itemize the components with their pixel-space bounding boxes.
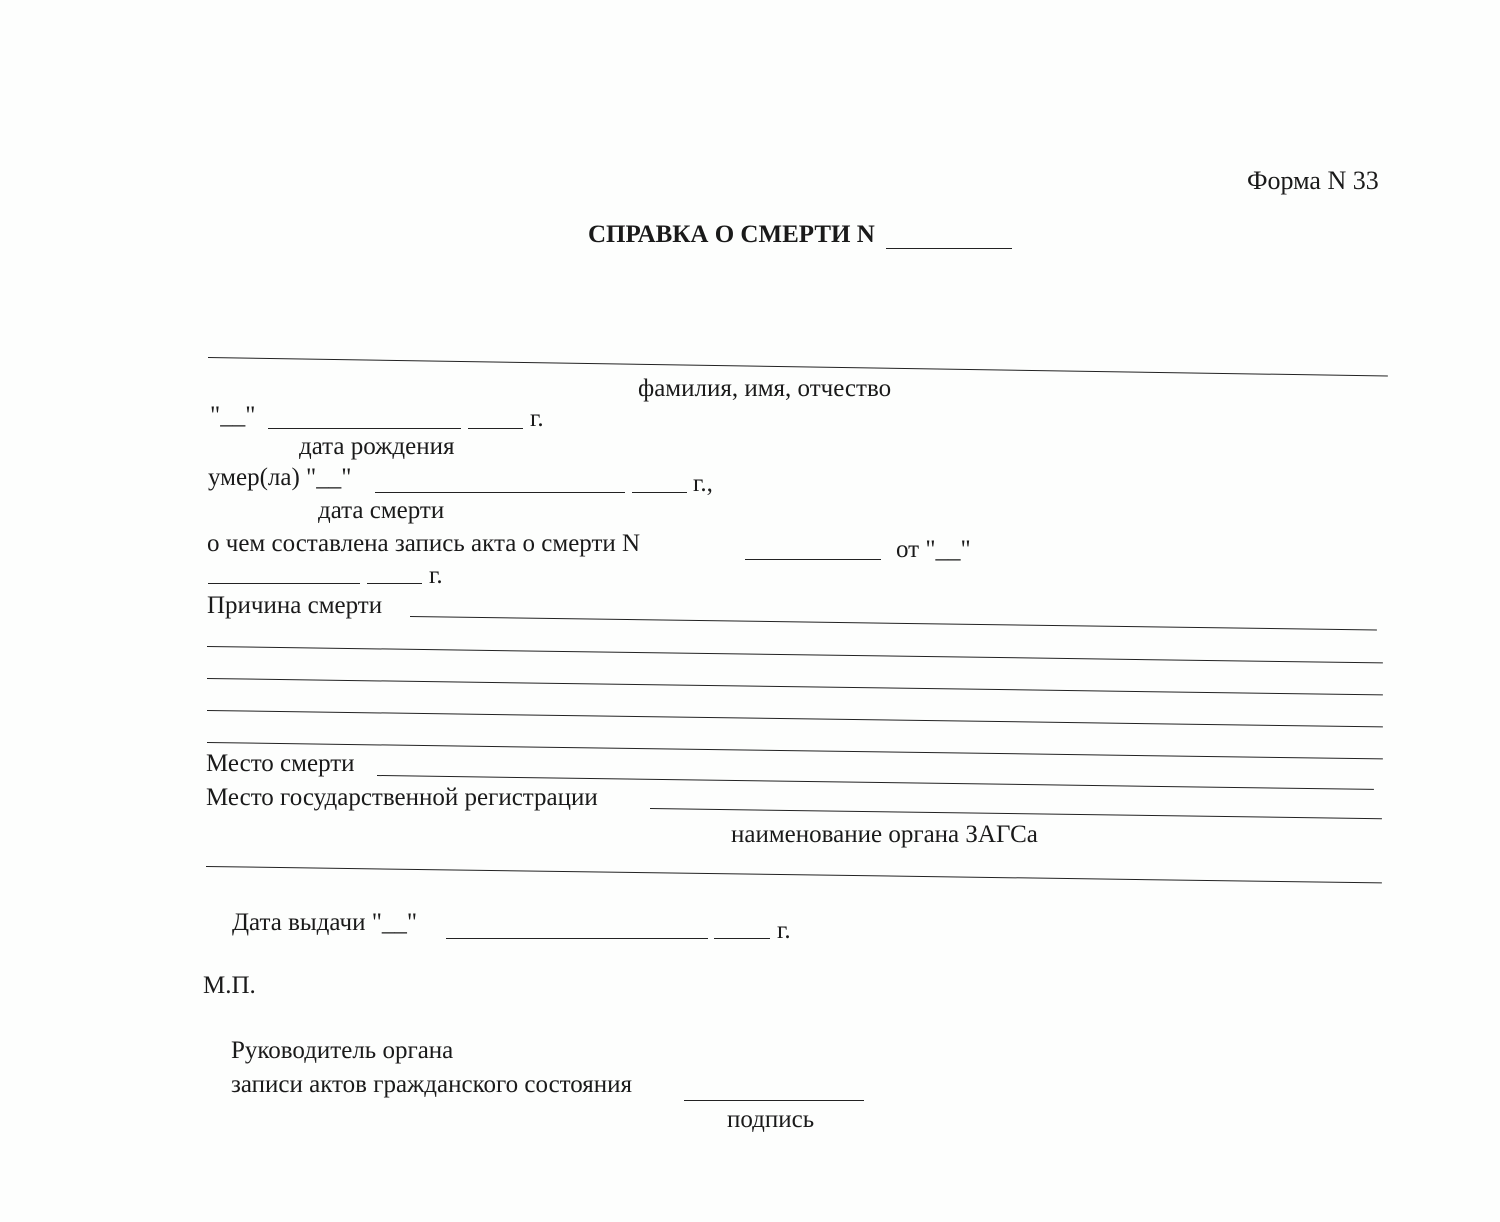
- registration-label: Место государственной регистрации: [206, 784, 598, 811]
- issue-date-label: Дата выдачи "__": [232, 909, 418, 936]
- death-month-line[interactable]: [375, 492, 625, 493]
- record-month-line[interactable]: [208, 583, 360, 584]
- birth-caption: дата рождения: [299, 433, 455, 460]
- record-from-label: от "__": [896, 536, 971, 563]
- death-caption: дата смерти: [318, 497, 445, 524]
- death-year-suffix: г.,: [693, 470, 713, 497]
- cause-line-3[interactable]: [207, 678, 1383, 695]
- registration-caption: наименование органа ЗАГСа: [731, 821, 1038, 848]
- record-label: о чем составлена запись акта о смерти N: [207, 530, 641, 557]
- signature-line[interactable]: [684, 1100, 864, 1101]
- issue-year-suffix: г.: [777, 917, 791, 944]
- stamp-label: М.П.: [203, 972, 256, 999]
- registration-line-2[interactable]: [206, 866, 1382, 883]
- birth-month-line[interactable]: [268, 428, 461, 429]
- fio-caption: фамилия, имя, отчество: [638, 375, 892, 402]
- cause-line-1[interactable]: [410, 616, 1377, 631]
- document-title: СПРАВКА О СМЕРТИ N: [588, 221, 875, 248]
- birth-year-line[interactable]: [468, 428, 523, 429]
- record-number-line[interactable]: [745, 559, 881, 560]
- birth-year-suffix: г.: [530, 405, 544, 432]
- head-title-line-1: Руководитель органа: [231, 1037, 454, 1064]
- registration-line[interactable]: [650, 808, 1382, 819]
- head-title-line-2: записи актов гражданского состояния: [231, 1071, 633, 1098]
- cause-line-2[interactable]: [207, 646, 1383, 663]
- record-year-line[interactable]: [367, 583, 422, 584]
- cause-label: Причина смерти: [207, 592, 383, 619]
- death-year-line[interactable]: [632, 492, 687, 493]
- certificate-number-line[interactable]: [886, 248, 1012, 249]
- death-date-label: умер(ла) "__": [208, 464, 352, 491]
- signature-caption: подпись: [727, 1106, 815, 1133]
- cause-line-5[interactable]: [207, 742, 1383, 759]
- birth-day-field[interactable]: "__": [210, 402, 256, 429]
- cause-line-4[interactable]: [207, 710, 1383, 727]
- issue-month-line[interactable]: [446, 938, 708, 939]
- record-year-suffix: г.: [429, 562, 443, 589]
- issue-year-line[interactable]: [714, 938, 770, 939]
- form-number: Форма N 33: [1247, 166, 1379, 195]
- fio-line[interactable]: [208, 357, 1388, 377]
- place-of-death-label: Место смерти: [206, 750, 355, 777]
